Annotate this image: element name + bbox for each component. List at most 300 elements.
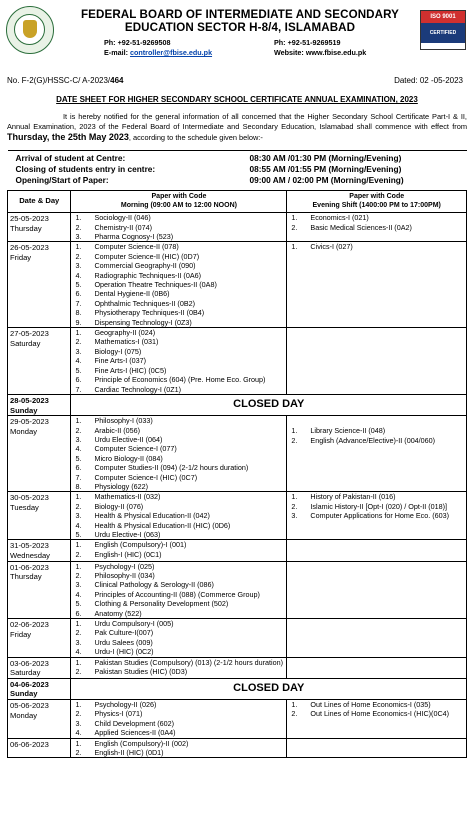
paper-name: Computer Science-II (078) xyxy=(94,242,179,252)
email-link[interactable]: controller@fbise.edu.pk xyxy=(129,48,213,57)
timing-label: Closing of students entry in centre: xyxy=(15,164,156,174)
item-number: 2. xyxy=(75,222,82,232)
paper-item xyxy=(73,337,284,346)
date-cell xyxy=(8,657,71,678)
letterhead xyxy=(0,0,474,72)
item-number: 3. xyxy=(75,434,82,444)
paper-item xyxy=(73,375,284,384)
paper-item xyxy=(73,521,284,530)
exam-row xyxy=(8,540,467,561)
col-morning-line1: Paper with Code xyxy=(151,193,207,200)
item-number: 2. xyxy=(75,251,82,261)
item-number: 2. xyxy=(291,435,298,445)
morning-papers xyxy=(71,242,287,328)
exam-day: Wednesday xyxy=(10,550,50,560)
paper-name: Sociology-II (046) xyxy=(94,213,151,223)
exam-row xyxy=(8,213,467,242)
item-number: 4. xyxy=(75,356,82,366)
paper-name: Dispensing Technology-I (0Z3) xyxy=(94,317,192,327)
timing-label: Arrival of student at Centre: xyxy=(15,153,126,163)
paper-name: Computer Science-II (HIC) (0D7) xyxy=(94,251,200,261)
col-morning xyxy=(71,191,287,213)
org-line-2: EDUCATION SECTOR H-8/4, ISLAMABAD xyxy=(124,21,356,34)
document-title: DATE SHEET FOR HIGHER SECONDARY SCHOOL CERTIFICATE ANNUAL EXAMINATION, 2023 xyxy=(56,95,418,104)
paper-item xyxy=(73,444,284,453)
exam-row xyxy=(8,492,467,540)
exam-day: Saturday xyxy=(10,668,41,678)
iso-certified-logo xyxy=(420,10,466,50)
paper-name: Psychology-II (026) xyxy=(94,700,157,709)
paper-name: Fine Arts-I (HIC) (0C5) xyxy=(94,365,167,375)
morning-list xyxy=(73,540,284,559)
paper-name: Mathematics-II (032) xyxy=(94,492,161,502)
item-number: 1. xyxy=(75,242,82,252)
item-number: 1. xyxy=(75,328,82,338)
paper-name: Pakistan Studies (Compulsory) (013) (2-1/2 hours duration) xyxy=(94,657,284,667)
dated: Dated: 02 -05-2023 xyxy=(394,76,463,85)
morning-list xyxy=(73,700,284,738)
exam-day: Sunday xyxy=(10,405,38,415)
exam-row xyxy=(8,657,467,678)
date-cell xyxy=(8,678,71,699)
paper-name: Radiographic Techniques-II (0A6) xyxy=(94,270,202,280)
item-number: 6. xyxy=(75,375,82,385)
paper-item xyxy=(73,571,284,580)
paper-name: Commercial Geography-II (090) xyxy=(94,261,196,271)
exam-date: 27-05-2023 xyxy=(10,329,49,339)
timing-box xyxy=(8,151,467,191)
paper-name: Philosophy-II (034) xyxy=(94,570,155,580)
item-number: 2. xyxy=(75,570,82,580)
exam-date: 04-06-2023 xyxy=(10,679,49,689)
evening-papers xyxy=(287,561,467,618)
item-number: 7. xyxy=(75,298,82,308)
morning-papers xyxy=(71,619,287,658)
item-number: 4. xyxy=(75,444,82,454)
date-cell xyxy=(8,213,71,242)
paper-item xyxy=(73,318,284,327)
item-number: 6. xyxy=(75,608,82,618)
date-cell xyxy=(8,492,71,540)
timing-2 xyxy=(12,176,467,187)
paper-item xyxy=(73,709,284,718)
paper-name: Pharma Cognosy-I (523) xyxy=(94,232,174,241)
evening-list xyxy=(289,416,464,445)
iso-label: ISO 9001 xyxy=(421,11,465,23)
paper-name: Pakistan Studies (HIC) (0D3) xyxy=(94,667,188,677)
paper-item xyxy=(73,232,284,241)
paper-item xyxy=(73,252,284,261)
morning-papers xyxy=(71,492,287,540)
date-cell xyxy=(8,242,71,328)
paper-name: English-II (HIC) (0D1) xyxy=(94,748,164,758)
evening-list xyxy=(289,213,464,232)
paper-name: Economics-I (021) xyxy=(310,213,369,223)
exam-date: 02-06-2023 xyxy=(10,620,49,629)
date-sheet-table xyxy=(7,150,467,758)
morning-list xyxy=(73,739,284,758)
paper-name: Library Science-II (048) xyxy=(310,426,386,436)
exam-day: Saturday xyxy=(10,338,41,348)
paper-name: Urdu Elective-II (064) xyxy=(94,434,163,444)
date-cell xyxy=(8,328,71,395)
item-number: 1. xyxy=(75,700,82,709)
item-number: 1. xyxy=(75,561,82,571)
paper-item xyxy=(73,628,284,637)
item-number: 3. xyxy=(75,637,82,647)
paper-item xyxy=(289,242,464,251)
spacer xyxy=(289,416,464,426)
item-number: 6. xyxy=(75,463,82,473)
morning-list xyxy=(73,213,284,241)
paper-item xyxy=(289,492,464,501)
reference-line xyxy=(7,76,467,87)
morning-list xyxy=(73,562,284,618)
closed-day-label: CLOSED DAY xyxy=(71,394,467,415)
exam-date: 03-06-2023 xyxy=(10,658,49,668)
organization-name xyxy=(60,8,420,34)
column-header-row xyxy=(8,191,467,213)
paper-name: Biology-II (076) xyxy=(94,501,144,511)
exam-row xyxy=(8,738,467,758)
item-number: 1. xyxy=(75,492,82,502)
exam-day: Tuesday xyxy=(10,502,39,512)
paper-item xyxy=(289,436,464,445)
paper-item xyxy=(73,473,284,482)
item-number: 2. xyxy=(75,748,82,758)
morning-list xyxy=(73,619,284,657)
paper-name: Clinical Pathology & Serology-II (086) xyxy=(94,580,214,590)
item-number: 2. xyxy=(75,667,82,677)
timing-row xyxy=(8,151,467,191)
item-number: 2. xyxy=(75,549,82,559)
paper-name: Micro Biology-II (084) xyxy=(94,453,163,463)
fbise-logo xyxy=(6,6,54,54)
evening-papers xyxy=(287,657,467,678)
paper-item xyxy=(73,242,284,251)
paper-item xyxy=(73,580,284,589)
item-number: 3. xyxy=(291,511,298,521)
paper-name: Computer Applications for Home Eco. (603) xyxy=(310,511,450,521)
exam-row xyxy=(8,619,467,658)
item-number: 5. xyxy=(75,529,82,539)
paper-item xyxy=(73,590,284,599)
paper-item xyxy=(73,728,284,737)
closed-day-label: CLOSED DAY xyxy=(71,678,467,699)
paper-item xyxy=(289,709,464,718)
paper-item xyxy=(73,426,284,435)
date-cell xyxy=(8,700,71,739)
exam-day: Friday xyxy=(10,253,32,262)
evening-list xyxy=(289,492,464,520)
morning-list xyxy=(73,328,284,394)
paper-name: Out Lines of Home Economics-I (HIC)(0C4) xyxy=(310,709,450,719)
exam-row xyxy=(8,700,467,739)
evening-list xyxy=(289,700,464,719)
date-cell xyxy=(8,416,71,492)
exam-day: Thursday xyxy=(10,572,42,582)
item-number: 4. xyxy=(75,270,82,280)
item-number: 2. xyxy=(291,222,298,232)
paper-item xyxy=(289,426,464,435)
paper-item xyxy=(73,223,284,232)
paper-name: Computer Studies-II (094) (2-1/2 hours duration) xyxy=(94,463,249,473)
ref-number: No. F-2(G)/HSSC-C/ A-2023/464 xyxy=(7,76,124,85)
paper-name: Computer Science-I (HIC) (0C7) xyxy=(94,472,198,482)
paper-name: Principle of Economics (604) (Pre. Home Eco. Group) xyxy=(94,375,266,385)
item-number: 8. xyxy=(75,308,82,318)
paper-item xyxy=(289,502,464,511)
paper-name: Urdu-I (HIC) (0C2) xyxy=(94,647,154,657)
paper-item xyxy=(73,647,284,656)
paper-name: Basic Medical Sciences-II (0A2) xyxy=(310,222,412,232)
item-number: 2. xyxy=(75,425,82,435)
paper-item xyxy=(73,562,284,571)
paper-name: Arabic-II (056) xyxy=(94,425,141,435)
website: Website: www.fbise.edu.pk xyxy=(274,48,367,57)
item-number: 1. xyxy=(291,492,298,502)
paper-item xyxy=(73,492,284,501)
item-number: 1. xyxy=(291,426,298,436)
timing-value: 08:55 AM /01:55 PM (Morning/Evening) xyxy=(249,164,402,174)
item-number: 3. xyxy=(75,346,82,356)
item-number: 4. xyxy=(75,647,82,657)
item-number: 8. xyxy=(75,481,82,491)
evening-papers xyxy=(287,619,467,658)
paper-item xyxy=(73,700,284,709)
paper-name: Physiotherapy Techniques-II (0B4) xyxy=(94,308,205,318)
paper-name: Fine Arts-I (037) xyxy=(94,356,146,366)
paper-item xyxy=(73,261,284,270)
paper-item xyxy=(73,638,284,647)
paper-item xyxy=(73,530,284,539)
paper-name: Cardiac Technology-I (0Z1) xyxy=(94,384,182,394)
paper-item xyxy=(73,328,284,337)
exam-date: 06-06-2023 xyxy=(10,739,49,749)
paper-item xyxy=(73,366,284,375)
paper-name: History of Pakistan-II (016) xyxy=(310,492,396,502)
certified-label: CERTIFIED xyxy=(421,23,465,43)
intro-paragraph: It is hereby notified for the general information of all concerned that the Higher Secondary School Certificate Part-I & II, Annual Examination, 2023 of the Federal Board of Intermediate and Secondary Education, Islamabad shall commence with effect from Thursday, the 25th May 2023, according to the schedule given below:- xyxy=(7,112,467,142)
exam-date: 28-05-2023 xyxy=(10,395,49,405)
paper-item xyxy=(289,223,464,232)
col-evening xyxy=(287,191,467,213)
item-number: 2. xyxy=(291,501,298,511)
morning-papers xyxy=(71,738,287,758)
item-number: 5. xyxy=(75,599,82,609)
paper-item xyxy=(73,356,284,365)
item-number: 2. xyxy=(75,337,82,347)
paper-item xyxy=(73,463,284,472)
item-number: 1. xyxy=(75,416,82,426)
evening-papers xyxy=(287,328,467,395)
item-number: 4. xyxy=(75,520,82,530)
paper-item xyxy=(73,416,284,425)
paper-item xyxy=(73,280,284,289)
morning-papers xyxy=(71,657,287,678)
paper-name: Urdu Salees (009) xyxy=(94,637,153,647)
paper-item xyxy=(73,502,284,511)
item-number: 3. xyxy=(75,718,82,728)
item-number: 7. xyxy=(75,384,82,394)
paper-name: Clothing & Personality Development (502) xyxy=(94,599,229,609)
date-cell xyxy=(8,619,71,658)
paper-name: Health & Physical Education-II (042) xyxy=(94,511,210,521)
item-number: 3. xyxy=(75,580,82,590)
paper-item xyxy=(73,739,284,748)
evening-papers xyxy=(287,492,467,540)
item-number: 4. xyxy=(75,589,82,599)
item-number: 3. xyxy=(75,511,82,521)
paper-item xyxy=(73,719,284,728)
paper-name: Psychology-I (025) xyxy=(94,561,155,571)
morning-papers xyxy=(71,561,287,618)
col-morning-line2: Morning (09:00 AM to 12:00 NOON) xyxy=(120,201,237,209)
exam-date: 26-05-2023 xyxy=(10,243,49,253)
paper-name: Chemistry-II (074) xyxy=(94,222,152,232)
item-number: 1. xyxy=(75,657,82,667)
paper-item xyxy=(73,482,284,491)
item-number: 3. xyxy=(75,232,82,241)
item-number: 1. xyxy=(75,619,82,628)
paper-item xyxy=(289,511,464,520)
morning-papers xyxy=(71,700,287,739)
item-number: 5. xyxy=(75,453,82,463)
paper-item xyxy=(73,299,284,308)
item-number: 3. xyxy=(75,261,82,271)
paper-item xyxy=(73,667,284,676)
morning-list xyxy=(73,416,284,491)
paper-name: Geography-II (024) xyxy=(94,328,156,338)
paper-item xyxy=(73,213,284,222)
paper-name: Applied Sciences-II (0A4) xyxy=(94,728,176,738)
paper-name: Biology-I (075) xyxy=(94,346,142,356)
paper-item xyxy=(73,540,284,549)
paper-name: English-I (HIC) (0C1) xyxy=(94,549,162,559)
col-evening-line1: Paper with Code xyxy=(349,193,405,200)
date-cell xyxy=(8,738,71,758)
exam-date: 30-05-2023 xyxy=(10,493,49,503)
paper-name: Urdu Elective-I (063) xyxy=(94,529,161,539)
paper-item xyxy=(73,511,284,520)
morning-papers xyxy=(71,213,287,242)
paper-item xyxy=(73,550,284,559)
item-number: 5. xyxy=(75,365,82,375)
exam-date: 29-05-2023 xyxy=(10,417,49,427)
paper-item xyxy=(289,700,464,709)
paper-name: Anatomy (522) xyxy=(94,608,142,618)
paper-name: English (Compulsory)-II (002) xyxy=(94,738,189,748)
paper-item xyxy=(73,289,284,298)
col-evening-line2: Evening Shift (1400:00 PM to 17:00PM) xyxy=(312,201,441,209)
item-number: 2. xyxy=(75,709,82,719)
morning-list xyxy=(73,242,284,327)
date-cell xyxy=(8,394,71,415)
org-line-1: FEDERAL BOARD OF INTERMEDIATE AND SECONDARY xyxy=(81,8,399,21)
item-number: 1. xyxy=(75,540,82,550)
paper-item xyxy=(73,619,284,628)
paper-name: Child Development (602) xyxy=(94,718,174,728)
paper-item xyxy=(73,658,284,667)
item-number: 2. xyxy=(75,628,82,638)
morning-papers xyxy=(71,328,287,395)
paper-name: Operation Theatre Techniques-II (0A8) xyxy=(94,280,217,290)
paper-name: Mathematics-I (031) xyxy=(94,337,159,347)
morning-papers xyxy=(71,416,287,492)
paper-name: Pak Culture-I(007) xyxy=(94,628,154,638)
paper-item xyxy=(73,609,284,618)
evening-papers xyxy=(287,540,467,561)
timing-value: 09:00 AM / 02:00 PM (Morning/Evening) xyxy=(249,175,404,185)
paper-item xyxy=(73,599,284,608)
item-number: 2. xyxy=(75,501,82,511)
closed-day-row xyxy=(8,678,467,699)
paper-item xyxy=(289,213,464,222)
paper-name: Health & Physical Education-II (HIC) (0D6) xyxy=(94,520,231,530)
paper-name: English (Compulsory)-I (001) xyxy=(94,540,187,550)
item-number: 2. xyxy=(291,709,298,719)
contact-info xyxy=(104,38,394,58)
paper-name: Islamic History-II [Opt-I (020) / Opt-II (018)] xyxy=(310,501,448,511)
paper-name: Ophthalmic Techniques-II (0B2) xyxy=(94,298,196,308)
exam-row xyxy=(8,242,467,328)
paper-name: Physiology (622) xyxy=(94,481,149,491)
exam-date: 01-06-2023 xyxy=(10,562,49,572)
date-cell xyxy=(8,540,71,561)
paper-name: Physics-I (071) xyxy=(94,709,143,719)
paper-name: Out Lines of Home Economics-I (035) xyxy=(310,700,431,709)
exam-date: 31-05-2023 xyxy=(10,541,49,551)
item-number: 4. xyxy=(75,728,82,738)
evening-papers xyxy=(287,738,467,758)
col-date: Date & Day xyxy=(8,191,71,213)
exam-row xyxy=(8,416,467,492)
email-label: E-mail: xyxy=(104,48,128,57)
exam-day: Monday xyxy=(10,710,38,720)
commencement-date: Thursday, the 25th May 2023 xyxy=(7,132,129,142)
item-number: 6. xyxy=(75,289,82,299)
evening-papers xyxy=(287,213,467,242)
paper-item xyxy=(73,385,284,394)
exam-day: Thursday xyxy=(10,223,42,233)
exam-day: Monday xyxy=(10,426,38,436)
evening-papers xyxy=(287,700,467,739)
exam-date: 05-06-2023 xyxy=(10,701,49,710)
date-cell xyxy=(8,561,71,618)
paper-name: Urdu Compulsory-I (005) xyxy=(94,619,174,628)
morning-list xyxy=(73,658,284,677)
paper-item xyxy=(73,271,284,280)
item-number: 1. xyxy=(291,700,298,709)
item-number: 7. xyxy=(75,472,82,482)
paper-item xyxy=(73,308,284,317)
timing-label: Opening/Start of Paper: xyxy=(15,175,109,185)
paper-name: English (Advance/Elective)-II (004/060) xyxy=(310,435,436,445)
evening-list xyxy=(289,242,464,251)
paper-item xyxy=(73,454,284,463)
paper-item xyxy=(73,435,284,444)
item-number: 1. xyxy=(75,213,82,223)
exam-day: Friday xyxy=(10,629,32,639)
item-number: 9. xyxy=(75,317,82,327)
paper-item xyxy=(73,347,284,356)
item-number: 1. xyxy=(291,213,298,223)
evening-papers xyxy=(287,416,467,492)
item-number: 1. xyxy=(291,242,298,252)
paper-item xyxy=(73,748,284,757)
paper-name: Philosophy-I (033) xyxy=(94,416,153,426)
paper-name: Dental Hygiene-II (0B6) xyxy=(94,289,170,299)
